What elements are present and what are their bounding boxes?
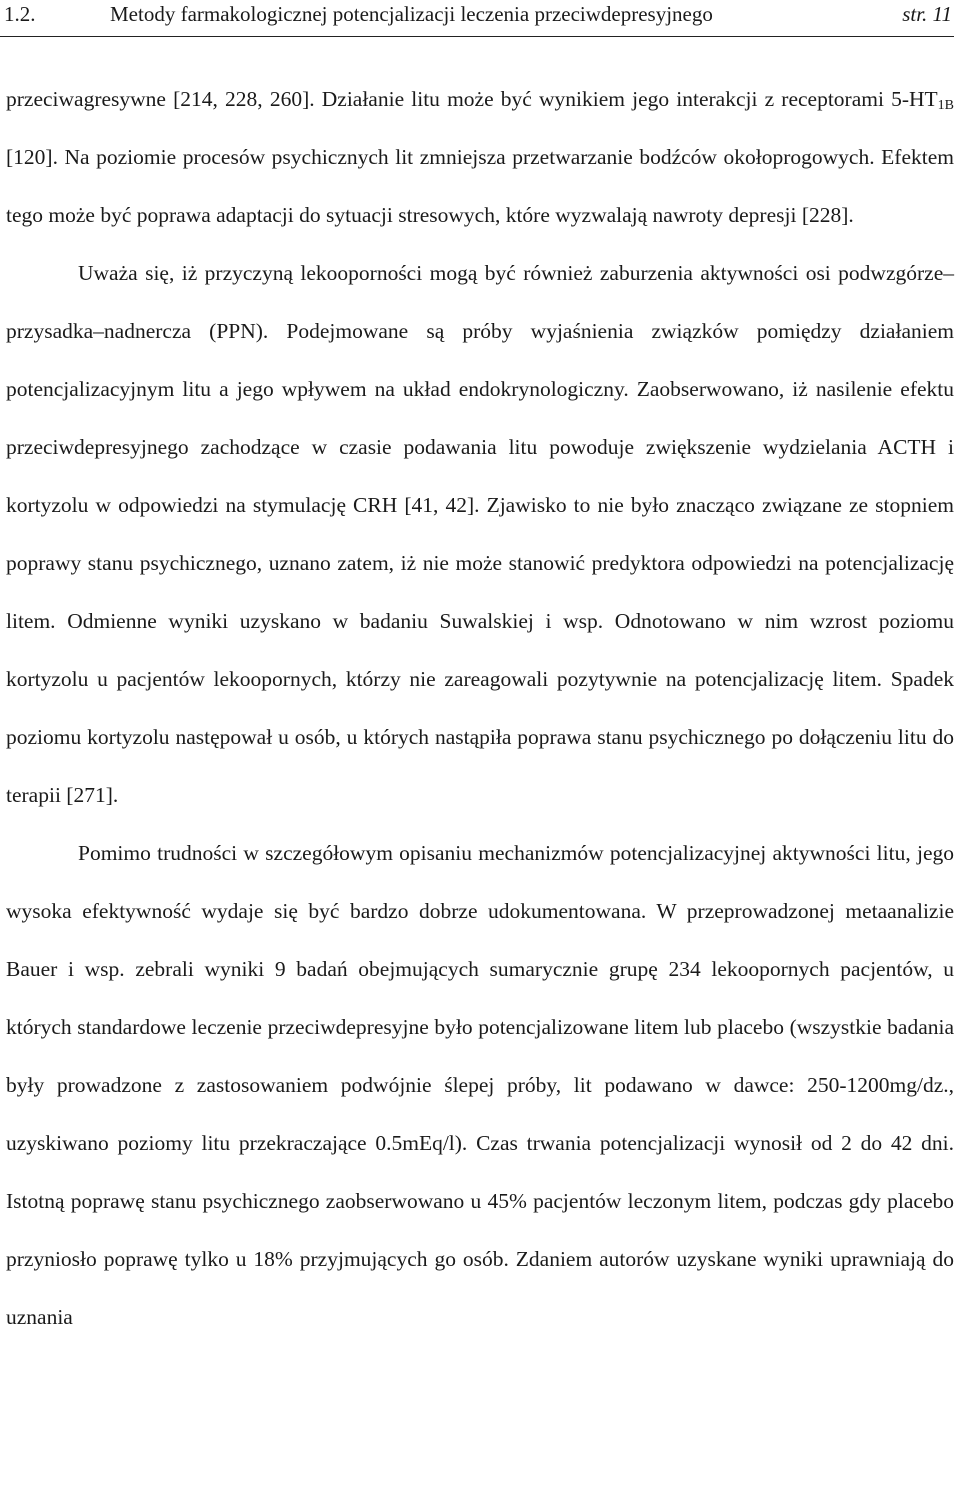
paragraph-2: Uważa się, iż przyczyną lekooporności mogą być również zaburzenia aktywności osi podwzgórze–przysadka–nadnercza (PPN). Podejmowane są próby wyjaśnienia związków pomiędzy działaniem potencjalizacyjnym litu a jego wpływem na układ endokrynologiczny. Zaobserwowano, iż nasilenie efektu przeciwdepresyjnego zachodzące w czasie podawania litu powoduje zwiększenie wydzielania ACTH i kortyzolu w odpowiedzi na stymulację CRH [41, 42]. Zjawisko to nie było znacząco związane ze stopniem poprawy stanu psychicznego, uznano zatem, iż nie może stanowić predyktora odpowiedzi na potencjalizację litem. Odmienne wyniki uzyskano w badaniu Suwalskiej i wsp. Odnotowano w nim wzrost poziomu kortyzolu u pacjentów lekoopornych, którzy nie zareagowali pozytywnie na potencjalizację litem. Spadek poziomu kortyzolu następował u osób, u których nastąpiła poprawa stanu psychicznego po dołączeniu litu do terapii [271]. [6,261,954,807]
body-text [6,70,954,1346]
paragraph-1 [6,70,954,244]
paragraph-1-text-end: [120]. Na poziomie procesów psychicznych lit zmniejsza przetwarzanie bodźców okołoprogowych. Efektem tego może być poprawa adaptacji do sytuacji stresowych, które wyzwalają nawroty depresji [228]. [6,145,954,227]
paragraph-1-text-start: przeciwagresywne [214, 228, 260]. Działanie litu może być wynikiem jego interakcji z receptorami 5-HT [6,87,938,111]
section-number: 1.2. [4,2,36,26]
receptor-subscript: 1B [937,98,954,113]
page-header [0,0,954,37]
section-title: Metody farmakologicznej potencjalizacji leczenia przeciwdepresyjnego [110,2,713,26]
paragraph-3: Pomimo trudności w szczegółowym opisaniu mechanizmów potencjalizacyjnej aktywności litu, jego wysoka efektywność wydaje się być bardzo dobrze udokumentowana. W przeprowadzonej metaanalizie Bauer i wsp. zebrali wyniki 9 badań obejmujących sumarycznie grupę 234 lekoopornych pacjentów, u których standardowe leczenie przeciwdepresyjne było potencjalizowane litem lub placebo (wszystkie badania były prowadzone z zastosowaniem podwójnie ślepej próby, lit podawano w dawce: 250-1200mg/dz., uzyskiwano poziomy litu przekraczające 0.5mEq/l). Czas trwania potencjalizacji wynosił od 2 do 42 dni. Istotną poprawę stanu psychicznego zaobserwowano u 45% pacjentów leczonym litem, podczas gdy placebo przyniosło poprawę tylko u 18% przyjmujących go osób. Zdaniem autorów uzyskane wyniki uprawniają do uznania [6,841,954,1329]
page-number: str. 11 [902,2,952,26]
